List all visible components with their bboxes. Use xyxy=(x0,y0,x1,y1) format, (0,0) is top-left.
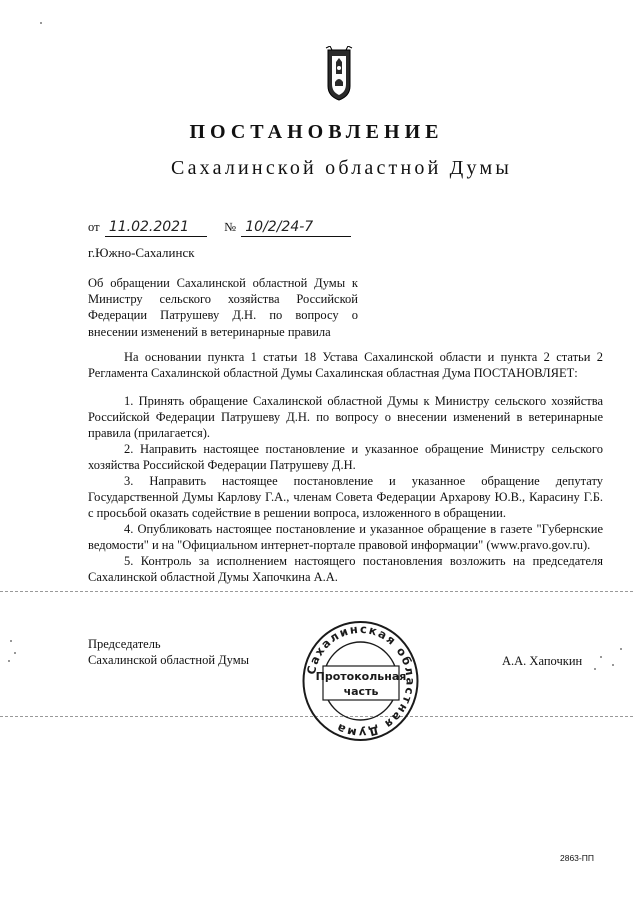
date-handwritten: 11.02.2021 xyxy=(105,219,207,237)
seal-ring-text: Сахалинская областная Дума xyxy=(303,621,418,741)
city-line: г.Южно-Сахалинск xyxy=(88,245,195,260)
position-line: Председатель xyxy=(88,637,161,651)
seal-center-line: часть xyxy=(343,685,379,698)
date-label: от xyxy=(88,220,100,234)
position-line: Сахалинской областной Думы xyxy=(88,653,250,667)
official-seal-stamp xyxy=(301,619,420,743)
item-paragraph: 3. Направить настоящее постановление и указанное обращение депутату Государственной Думы Карлову Г.А., членам Совета Федерации Архарову Ю.В., Карасину Г.Б. с просьбой оказать содействие в решении вопроса, изложенного в обращении. xyxy=(88,474,603,520)
fold-divider xyxy=(0,591,633,592)
subject-block: Об обращении Сахалинской областной Думы к Министру сельского хозяйства Российской Федерации Патрушеву Д.Н. по вопросу о внесении изменений в ветеринарные правила xyxy=(88,276,358,339)
document-subtitle: Сахалинской областной Думы xyxy=(171,157,512,179)
document-title: ПОСТАНОВЛЕНИЕ xyxy=(189,121,444,143)
resolution-body xyxy=(88,349,603,585)
item-paragraph: 1. Принять обращение Сахалинской областной Думы к Министру сельского хозяйства Российской Федерации Патрушеву Д.Н. по вопросу о внесении изменений в ветеринарные правила (прилагается). xyxy=(88,394,603,440)
date-number-line xyxy=(88,219,351,237)
number-handwritten: 10/2/24-7 xyxy=(241,219,351,237)
preamble-paragraph: На основании пункта 1 статьи 18 Устава Сахалинской области и пункта 2 статьи 2 Регламента Сахалинской областной Думы Сахалинская областная Дума ПОСТАНОВЛЯЕТ: xyxy=(88,350,603,380)
item-paragraph: 5. Контроль за исполнением настоящего постановления возложить на председателя Сахалинской областной Думы Хапочкина А.А. xyxy=(88,554,603,584)
coat-of-arms-emblem xyxy=(324,46,354,102)
item-paragraph: 4. Опубликовать настоящее постановление и указанное обращение в газете "Губернские ведомости" и на "Официальном интернет-портале правовой информации" (www.pravo.gov.ru). xyxy=(88,522,603,552)
seal-center-line: Протокольная xyxy=(315,670,407,683)
item-paragraph: 2. Направить настоящее постановление и указанное обращение Министру сельского хозяйства Российской Федерации Патрушеву Д.Н. xyxy=(88,442,603,472)
number-label: № xyxy=(224,220,236,234)
signatory-position xyxy=(88,636,249,668)
document-code: 2863-ПП xyxy=(560,853,594,863)
signatory-name: А.А. Хапочкин xyxy=(502,654,583,668)
